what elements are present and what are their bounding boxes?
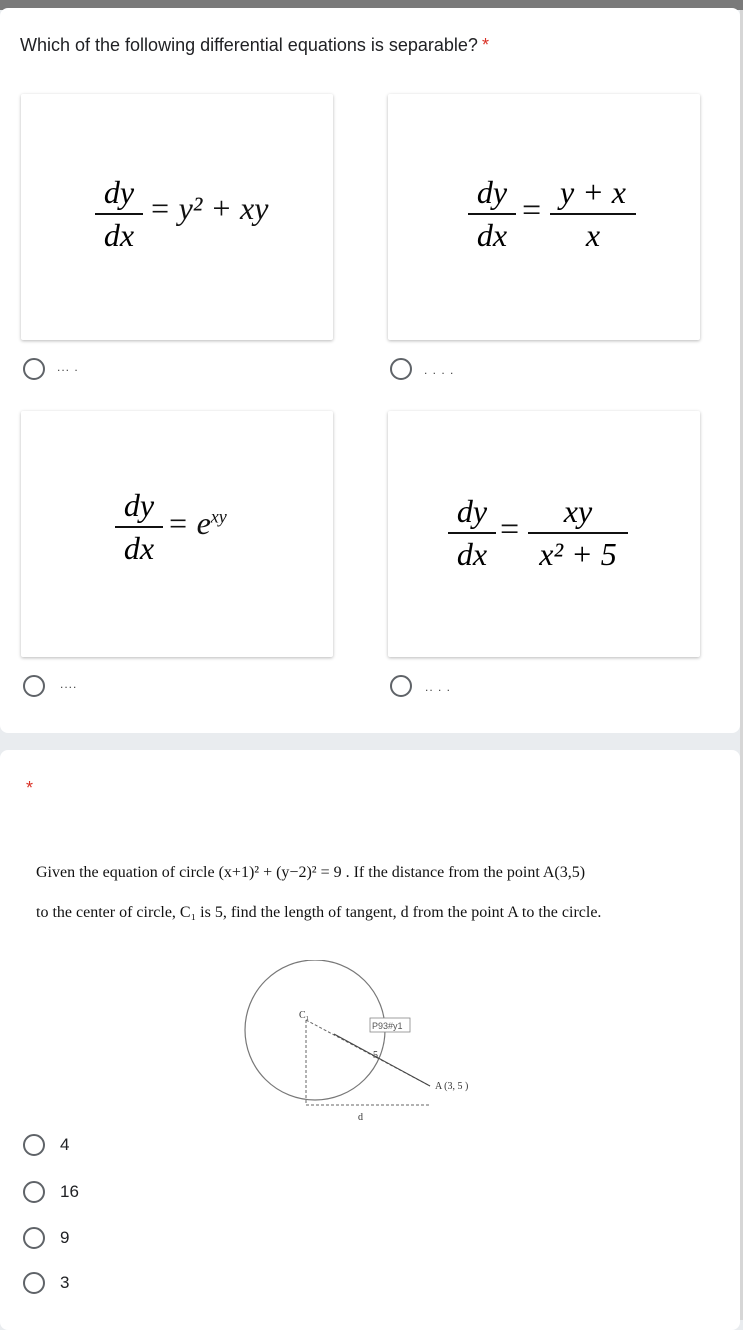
radio-option-4[interactable] <box>390 675 412 697</box>
dy-dx-fraction: $\frac{dy}{dx}$ <box>448 493 496 573</box>
option-image-1[interactable] <box>21 94 333 340</box>
required-asterisk: * <box>481 35 489 55</box>
radio-choice-2[interactable] <box>23 1181 45 1203</box>
point-label: A (3, 5 ) <box>435 1081 469 1092</box>
radio-choice-1[interactable] <box>23 1134 45 1156</box>
hypotenuse-line <box>334 1034 430 1086</box>
radio-choice-4[interactable] <box>23 1272 45 1294</box>
radio-choice-3[interactable] <box>23 1227 45 1249</box>
watermark-text: P93#y1 <box>372 1021 403 1031</box>
radio-option-3[interactable] <box>23 675 45 697</box>
option-label-1: ... . <box>57 360 79 374</box>
circle-tangent-diagram <box>230 960 500 1130</box>
question-text-line-2: to the center of circle, C₁ is 5, find the length of tangent, d from the point A to the circle. <box>36 904 602 921</box>
question-text-line-1: Given the equation of circle (x+1)² + (y−2)² = 9 . If the distance from the point A(3,5) <box>36 864 586 881</box>
option-label-3: .... <box>60 677 78 691</box>
equation-rhs: = y² + xy <box>149 190 269 226</box>
radio-option-1[interactable] <box>23 358 45 380</box>
dy-dx-fraction: $\frac{dy}{dx}$ <box>468 174 516 254</box>
radio-option-2[interactable] <box>390 358 412 380</box>
question-title: Which of the following differential equations is separable? * <box>20 35 489 55</box>
equals-sign: = <box>522 192 542 229</box>
option-image-3[interactable] <box>21 411 333 657</box>
distance-label: 5 <box>373 1050 378 1061</box>
equation-rhs: = $e^{xy}$ <box>167 505 227 541</box>
rhs-fraction: $\frac{y + x}{x}$ <box>550 174 636 254</box>
question-card-1 <box>0 8 740 733</box>
choice-label-2: 16 <box>60 1182 79 1201</box>
option-label-4: .. . . <box>425 680 452 694</box>
circle-shape <box>245 960 385 1100</box>
dy-dx-fraction: $\frac{dy}{dx}$ <box>95 174 143 254</box>
choice-label-3: 9 <box>60 1228 70 1247</box>
option-image-2[interactable] <box>388 94 700 340</box>
required-asterisk: * <box>26 778 34 798</box>
option-label-2: . . . . <box>424 363 455 377</box>
dy-dx-fraction: $\frac{dy}{dx}$ <box>115 487 163 567</box>
option-image-4[interactable] <box>388 411 700 657</box>
choice-label-4: 3 <box>60 1273 70 1292</box>
tangent-length-label: d <box>358 1112 363 1123</box>
center-label: C₁ <box>299 1010 310 1021</box>
choice-label-1: 4 <box>60 1135 70 1154</box>
equals-sign: = <box>500 511 520 548</box>
question-card-2 <box>0 750 740 1330</box>
rhs-fraction: $\frac{xy}{\text{x² + 5}}$ <box>528 493 628 573</box>
